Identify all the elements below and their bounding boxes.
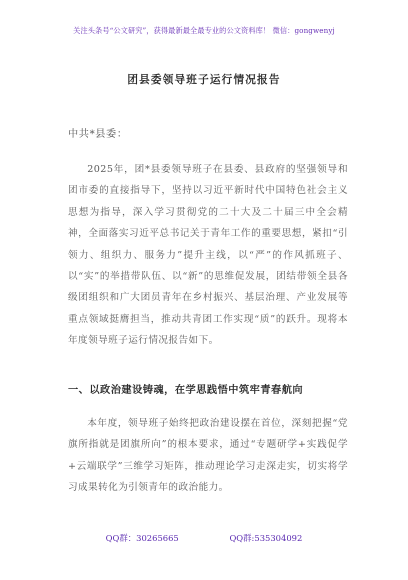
salutation: 中共*县委： [68, 129, 128, 140]
footer [0, 532, 408, 544]
section-heading: 一、以政治建设铸魂，在学思践悟中筑牢青春航向 [68, 384, 304, 396]
header-banner: 关注头条号“公文研究”，获得最新最全最专业的公文资料库！ 微信：gongwenyj [73, 26, 335, 35]
footer-qq-group-2: QQ群:535304092 [229, 533, 303, 543]
document-title: 团县委领导班子运行情况报告 [127, 74, 281, 86]
paragraph-intro: 2025年，团*县委领导班子在县委、县政府的坚强领导和团市委的直接指导下，坚持以习近平新时代中国特色社会主义思想为指导，深入学习贯彻党的二十大及二十届三中全会精神，全面落实习近平总书记关于青年工作的重要思想，紧扣“引领力、组织力、服务力”提升主线，以“严”的作风抓班子、以“实”的举措带队伍、以“新”的思维促发展，团结带领全县各级团组织和广大团员青年在乡村振兴、基层治理、产业发展等重点领域挺膺担当，推动共青团工作实现“质”的跃升。现将本年度领导班子运行情况报告如下。 [68, 164, 348, 347]
paragraph-section-one: 本年度，领导班子始终把政治建设摆在首位，深刻把握“党旗所指就是团旗所向”的根本要求，通过“专题研学+实践促学+云端联学”三维学习矩阵，推动理论学习走深走实，切实将学习成果转化为引领青年的政治能力。 [68, 418, 348, 494]
footer-qq-group-1: QQ群：30265665 [105, 533, 179, 543]
